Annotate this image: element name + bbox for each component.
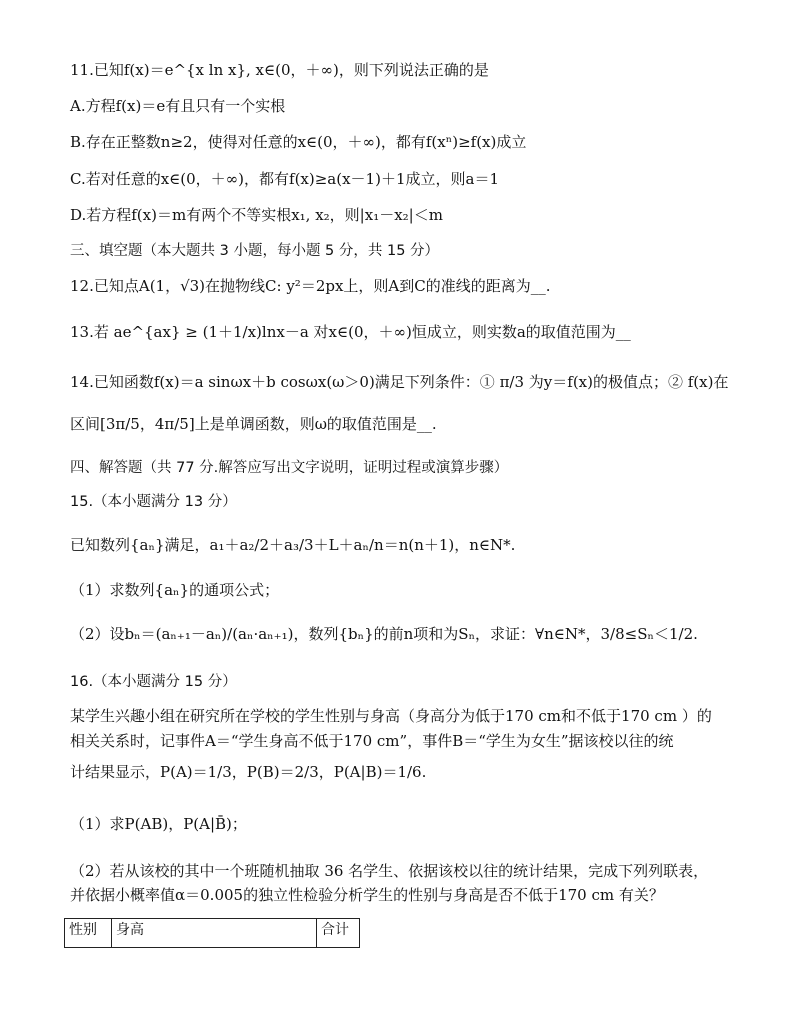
- q16-stem-line3: 计结果显示，P(A)＝1/3，P(B)＝2/3，P(A|B)＝1/6.: [70, 763, 427, 781]
- q11-stem: 11.已知f(x)＝e^{x ln x}, x∈(0，＋∞)，则下列说法正确的是: [70, 61, 489, 79]
- q16-stem-line1: 某学生兴趣小组在研究所在学校的学生性别与身高（身高分为低于170 cm和不低于170 cm ）的: [70, 707, 712, 725]
- q13: 13.若 ae^{ax} ≥ (1＋1/x)lnx－a 对x∈(0，＋∞)恒成立，则实数a的取值范围为__: [70, 323, 631, 341]
- section-4-title: 四、解答题（共 77 分.解答应写出文字说明，证明过程或演算步骤）: [70, 460, 509, 476]
- q16-part2-line2: 并依据小概率值α＝0.005的独立性检验分析学生的性别与身高是否不低于170 cm 有关？: [70, 886, 664, 904]
- table-row: [65, 919, 360, 948]
- q15-part2: （2）设bₙ＝(aₙ₊₁－aₙ)/(aₙ·aₙ₊₁)，数列{bₙ}的前n项和为Sₙ，求证：∀n∈N*，3/8≤Sₙ＜1/2.: [70, 625, 698, 643]
- q15-stem: 已知数列{aₙ}满足，a₁＋a₂/2＋a₃/3＋L＋aₙ/n＝n(n＋1)，n∈N*.: [70, 536, 516, 554]
- q11-option-c: C.若对任意的x∈(0，＋∞)，都有f(x)≥a(x－1)＋1成立，则a＝1: [70, 170, 499, 188]
- q16-part2-line1: （2）若从该校的其中一个班随机抽取 36 名学生、依据该校以往的统计结果，完成下列列联表，: [70, 862, 709, 880]
- section-3-title: 三、填空题（本大题共 3 小题，每小题 5 分，共 15 分）: [70, 243, 440, 259]
- table-header-total: 合计: [317, 919, 360, 948]
- q11-option-d: D.若方程f(x)＝m有两个不等实根x₁, x₂，则|x₁－x₂|＜m: [70, 206, 443, 224]
- q11-option-b: B.存在正整数n≥2，使得对任意的x∈(0，＋∞)，都有f(xⁿ)≥f(x)成立: [70, 133, 527, 151]
- q12: 12.已知点A(1，√3)在抛物线C: y²＝2px上，则A到C的准线的距离为__.: [70, 277, 551, 295]
- q16-part1: （1）求P(AB)，P(A|B̄)；: [70, 815, 247, 833]
- q16-header: 16.（本小题满分 15 分）: [70, 674, 237, 690]
- q11-option-a: A.方程f(x)＝e有且只有一个实根: [70, 97, 286, 115]
- q15-header: 15.（本小题满分 13 分）: [70, 494, 237, 510]
- q14-line1: 14.已知函数f(x)＝a sinωx＋b cosωx(ω＞0)满足下列条件：① π/3 为y＝f(x)的极值点；② f(x)在: [70, 373, 729, 391]
- table-header-gender: 性别: [65, 919, 112, 948]
- table-header-height: 身高: [112, 919, 317, 948]
- q16-stem-line2: 相关关系时，记事件A＝“学生身高不低于170 cm”，事件B＝“学生为女生”据该校以往的统: [70, 732, 674, 750]
- q14-line2: 区间[3π/5，4π/5]上是单调函数，则ω的取值范围是__.: [70, 415, 437, 433]
- q15-part1: （1）求数列{aₙ}的通项公式；: [70, 581, 280, 599]
- contingency-table: [64, 918, 360, 948]
